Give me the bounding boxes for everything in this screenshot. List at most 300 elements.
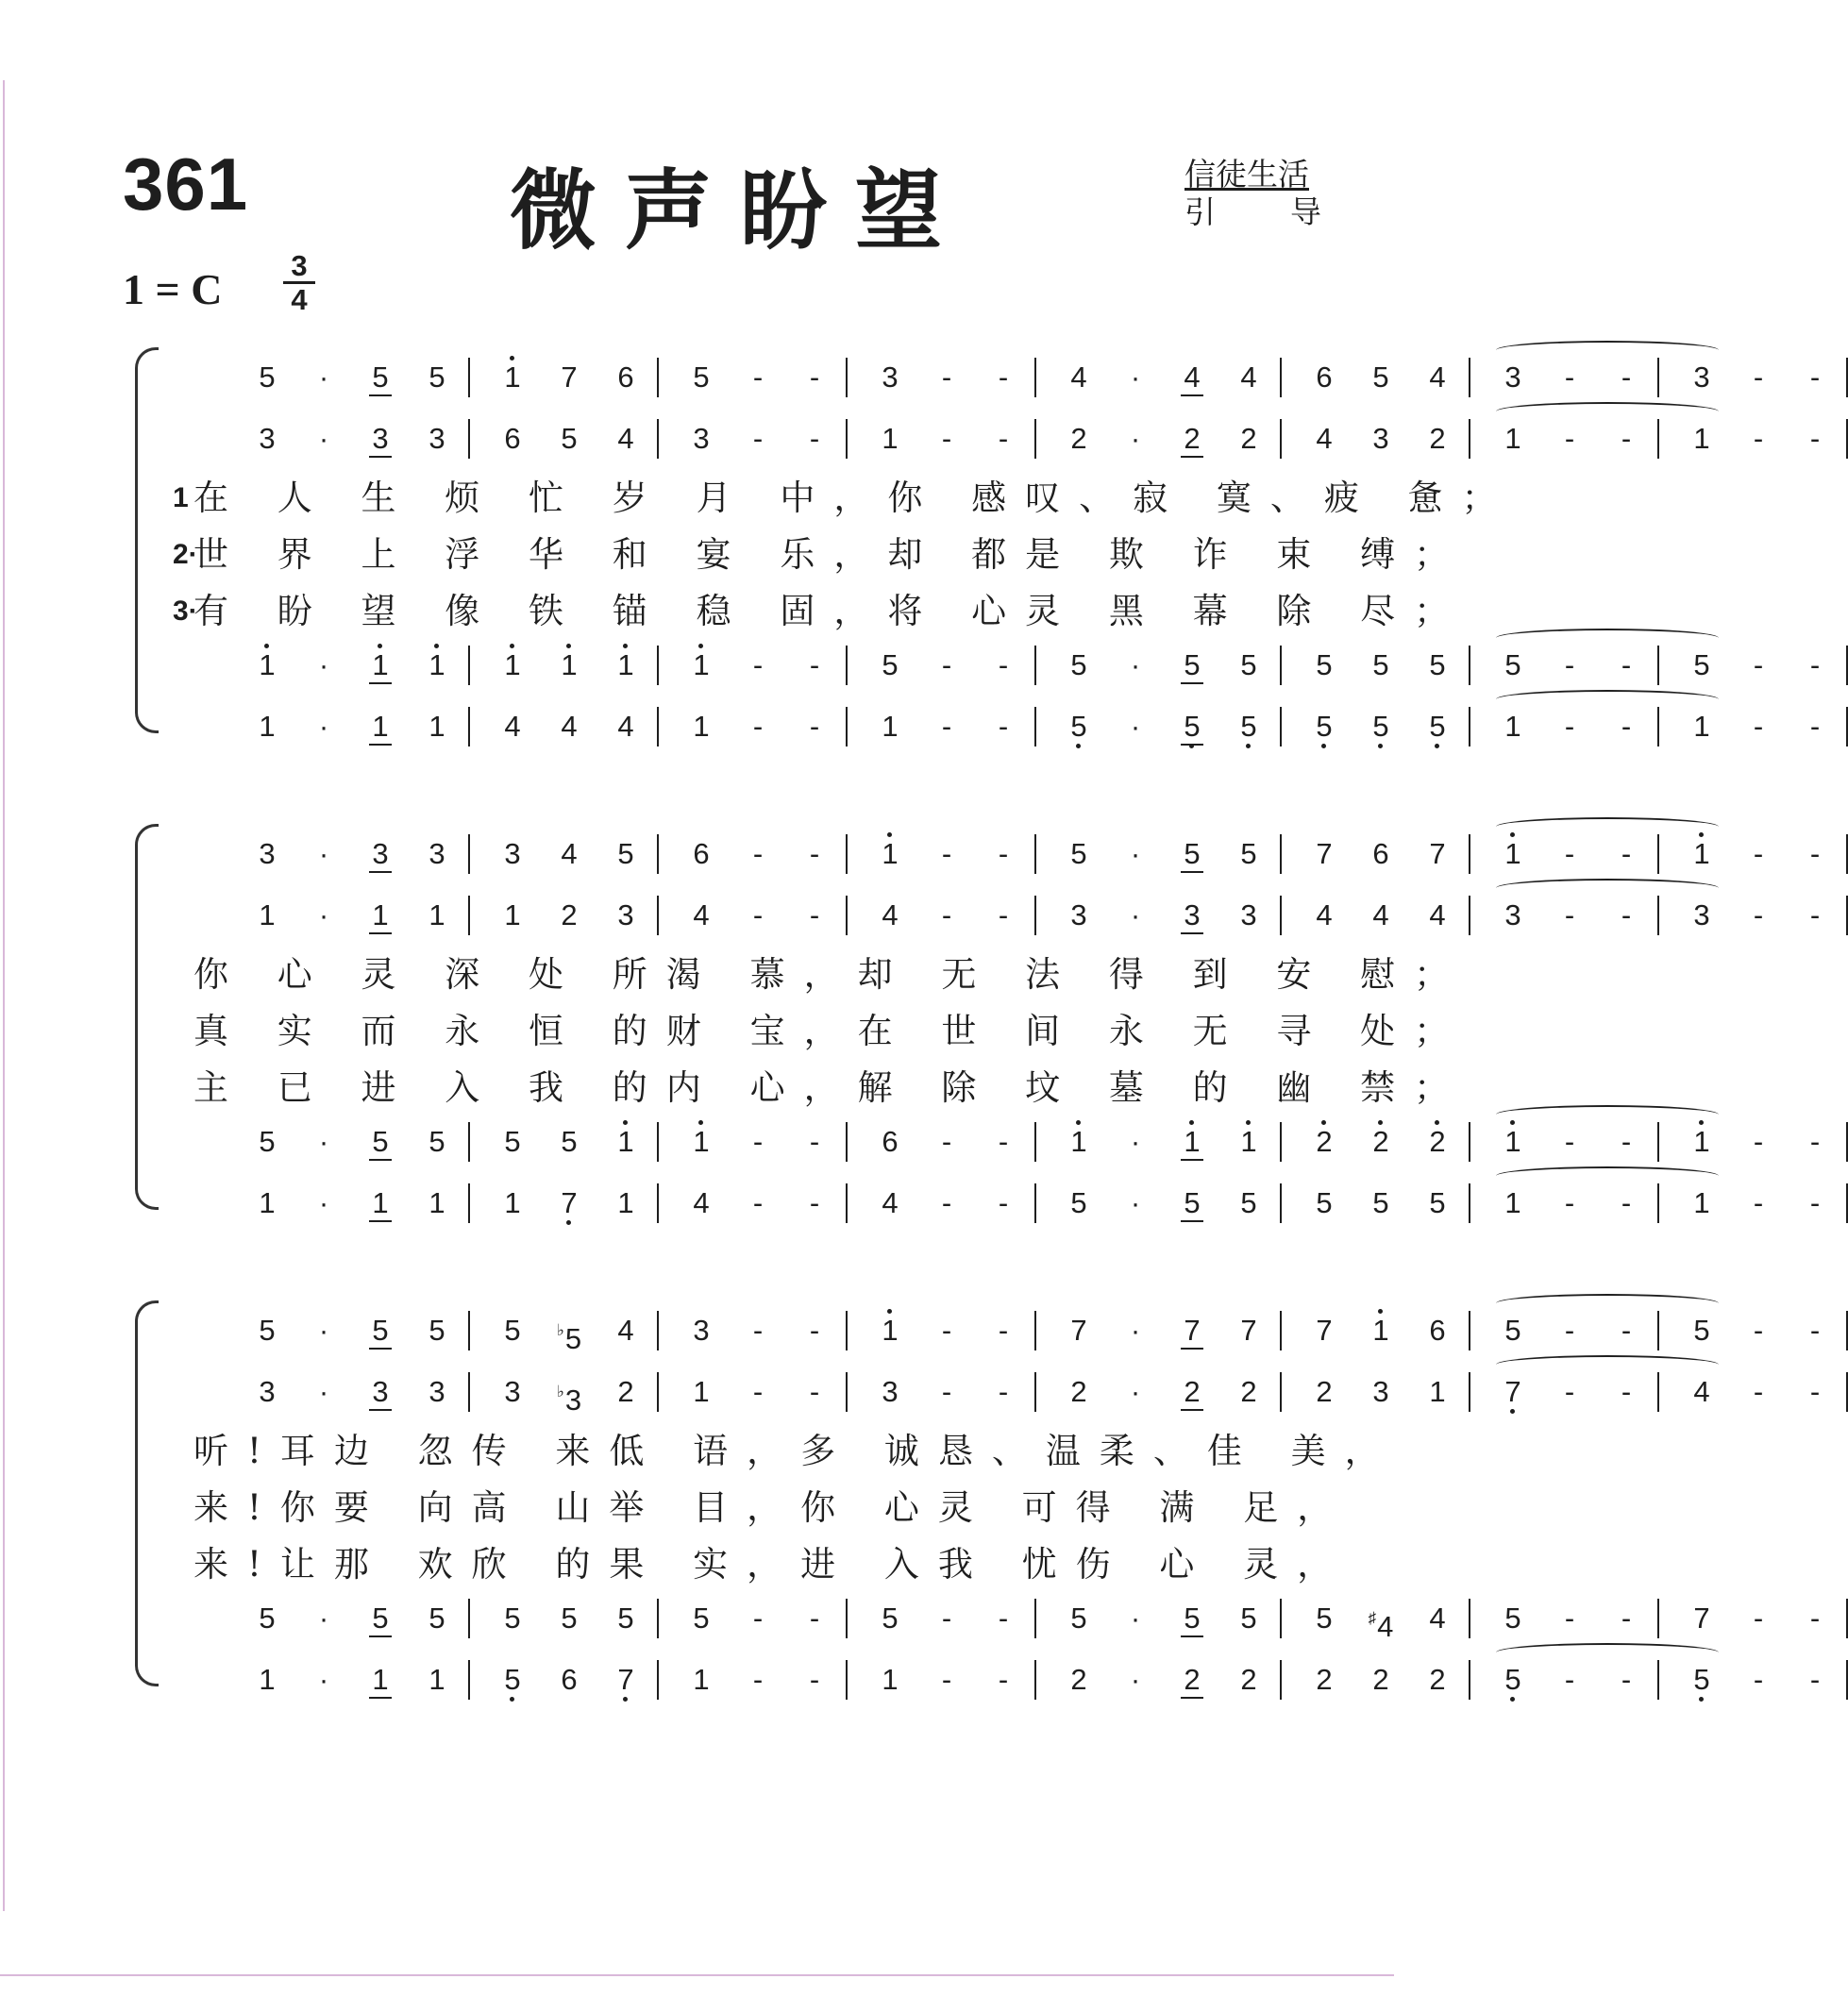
note-glyph: 5 bbox=[693, 361, 710, 394]
note-glyph: 5 bbox=[564, 1322, 582, 1355]
note bbox=[354, 642, 407, 689]
note-glyph: 2 bbox=[617, 1375, 634, 1408]
barline bbox=[1280, 707, 1282, 746]
staff-line bbox=[241, 354, 1821, 401]
note-glyph: 4 bbox=[617, 710, 634, 743]
time-signature-top: 3 bbox=[291, 249, 308, 282]
note-glyph: 5 bbox=[561, 1125, 578, 1158]
note-glyph: 1 bbox=[1693, 837, 1710, 870]
note-glyph: 3 bbox=[1693, 898, 1710, 931]
note bbox=[411, 415, 463, 462]
note-glyph: - bbox=[752, 361, 764, 394]
note bbox=[1052, 354, 1105, 401]
note-dash bbox=[788, 1595, 841, 1642]
staff-line bbox=[241, 1368, 1821, 1417]
note-glyph: · bbox=[1130, 1602, 1141, 1635]
note bbox=[1354, 642, 1407, 689]
note bbox=[1166, 354, 1218, 401]
note bbox=[1411, 1656, 1464, 1703]
note-dot bbox=[297, 830, 350, 878]
note-glyph: 1 bbox=[369, 1186, 391, 1222]
note-glyph: 1 bbox=[428, 898, 445, 931]
note-glyph: 6 bbox=[1316, 361, 1333, 394]
barline bbox=[1657, 707, 1659, 746]
barline bbox=[846, 1660, 848, 1700]
note-glyph: 1 bbox=[693, 648, 710, 681]
note bbox=[599, 1595, 652, 1642]
note-dash bbox=[920, 703, 973, 750]
note bbox=[1411, 1118, 1464, 1166]
note-glyph: 1 bbox=[1504, 710, 1521, 743]
note-glyph: - bbox=[752, 710, 764, 743]
note-glyph: - bbox=[998, 422, 1009, 455]
note bbox=[1222, 830, 1275, 878]
note-dash bbox=[1600, 1118, 1653, 1166]
note-glyph: 5 bbox=[693, 1602, 710, 1635]
note bbox=[354, 1180, 407, 1227]
barline bbox=[1034, 707, 1036, 746]
note-dash bbox=[1732, 354, 1785, 401]
note-glyph: 1 bbox=[882, 1314, 899, 1347]
note-dot bbox=[297, 1368, 350, 1416]
note-dash bbox=[1600, 642, 1653, 689]
note-glyph: 5 bbox=[1070, 1602, 1087, 1635]
note-glyph: 1 bbox=[1181, 1125, 1202, 1161]
note bbox=[411, 892, 463, 939]
note-glyph: · bbox=[1130, 648, 1141, 681]
note-glyph: 1 bbox=[504, 361, 521, 394]
note-glyph: 4 bbox=[882, 1186, 899, 1219]
note bbox=[1675, 415, 1728, 462]
note-glyph: 5 bbox=[504, 1314, 521, 1347]
note-glyph: 5 bbox=[561, 1602, 578, 1635]
note-dash bbox=[920, 1307, 973, 1354]
note-dash bbox=[920, 354, 973, 401]
note-dash bbox=[1732, 892, 1785, 939]
note bbox=[599, 415, 652, 462]
note bbox=[864, 703, 916, 750]
note bbox=[241, 1307, 294, 1354]
note-dash bbox=[1543, 642, 1596, 689]
note-glyph: - bbox=[941, 898, 952, 931]
note-glyph: 3 bbox=[564, 1384, 582, 1417]
note-glyph: 1 bbox=[693, 710, 710, 743]
note-glyph: - bbox=[809, 1186, 820, 1219]
lyric-line bbox=[173, 528, 1469, 581]
note-glyph: 6 bbox=[1372, 837, 1389, 870]
note-dash bbox=[1789, 354, 1841, 401]
note-dash bbox=[1600, 1180, 1653, 1227]
barline bbox=[468, 896, 470, 935]
barline bbox=[1469, 1311, 1470, 1350]
note-dash bbox=[788, 1656, 841, 1703]
note-dash bbox=[788, 703, 841, 750]
note-glyph: 1 bbox=[504, 648, 521, 681]
note-dash bbox=[977, 1368, 1030, 1416]
lyric-text: 主 已 进 入 我 的内 心，解 除 坟 墓 的 幽 禁； bbox=[193, 1067, 1469, 1108]
note-glyph: · bbox=[1130, 1375, 1141, 1408]
barline bbox=[468, 1372, 470, 1412]
note bbox=[1298, 415, 1351, 462]
note bbox=[675, 1307, 728, 1354]
note-glyph: · bbox=[1130, 1186, 1141, 1219]
lyric-text: 有 盼 望 像 铁 锚 稳 固，将 心灵 黑 幕 除 尽； bbox=[193, 591, 1469, 631]
barline bbox=[1469, 1599, 1470, 1638]
note-glyph: 5 bbox=[369, 1602, 391, 1637]
note-dot bbox=[1109, 703, 1162, 750]
note bbox=[486, 642, 539, 689]
note bbox=[1675, 354, 1728, 401]
note-glyph: · bbox=[1130, 1314, 1141, 1347]
note-dash bbox=[1732, 642, 1785, 689]
barline bbox=[1280, 1372, 1282, 1412]
note bbox=[599, 1118, 652, 1166]
note-glyph: 1 bbox=[1070, 1125, 1087, 1158]
note-dash bbox=[788, 830, 841, 878]
note-dash bbox=[1732, 1307, 1785, 1354]
note bbox=[864, 830, 916, 878]
barline bbox=[657, 1660, 659, 1700]
note-glyph: - bbox=[809, 898, 820, 931]
note-glyph: 4 bbox=[1316, 898, 1333, 931]
note-dot bbox=[1109, 1656, 1162, 1703]
note-glyph: - bbox=[998, 1663, 1009, 1696]
note-glyph: - bbox=[1621, 1375, 1632, 1408]
time-signature-bottom: 4 bbox=[291, 283, 308, 316]
note-glyph: · bbox=[318, 648, 329, 681]
barline bbox=[1280, 419, 1282, 459]
note-dash bbox=[731, 415, 784, 462]
note bbox=[1411, 642, 1464, 689]
system-brace bbox=[135, 845, 166, 1189]
note-glyph: 1 bbox=[882, 422, 899, 455]
note-dash bbox=[977, 415, 1030, 462]
note bbox=[1052, 703, 1105, 750]
note bbox=[1298, 354, 1351, 401]
note-dash bbox=[731, 1368, 784, 1416]
note-glyph: - bbox=[1621, 648, 1632, 681]
note-glyph: - bbox=[1564, 1663, 1575, 1696]
note bbox=[1411, 830, 1464, 878]
note-glyph: 2 bbox=[1181, 1663, 1202, 1699]
note bbox=[1298, 1118, 1351, 1166]
note-glyph: 2 bbox=[1240, 1663, 1257, 1696]
note bbox=[241, 1118, 294, 1166]
note-dot bbox=[1109, 1595, 1162, 1642]
note bbox=[1052, 892, 1105, 939]
note bbox=[1052, 1180, 1105, 1227]
note bbox=[1354, 415, 1407, 462]
note-dash bbox=[1789, 1368, 1841, 1416]
note-glyph: 1 bbox=[259, 1663, 276, 1696]
note-dash bbox=[977, 1307, 1030, 1354]
note bbox=[543, 1368, 596, 1416]
note bbox=[599, 1656, 652, 1703]
note bbox=[354, 354, 407, 401]
note-dash bbox=[977, 1656, 1030, 1703]
barline bbox=[846, 834, 848, 874]
note-dash bbox=[788, 1118, 841, 1166]
note bbox=[599, 830, 652, 878]
note bbox=[1487, 1368, 1539, 1416]
note-glyph: - bbox=[1564, 1125, 1575, 1158]
note-glyph: 3 bbox=[369, 837, 391, 873]
note bbox=[411, 1307, 463, 1354]
note-glyph: - bbox=[1621, 1186, 1632, 1219]
verse-number: 1 bbox=[173, 482, 189, 513]
note-glyph: 2 bbox=[1316, 1375, 1333, 1408]
barline bbox=[1034, 1183, 1036, 1223]
note-glyph: 4 bbox=[504, 710, 521, 743]
barline bbox=[657, 358, 659, 397]
note-glyph: 5 bbox=[561, 422, 578, 455]
note bbox=[354, 415, 407, 462]
note-glyph: 5 bbox=[1372, 710, 1389, 743]
lyric-line bbox=[173, 472, 1516, 525]
barline bbox=[1469, 646, 1470, 685]
note-dash bbox=[977, 703, 1030, 750]
note bbox=[543, 1118, 596, 1166]
note bbox=[1222, 1368, 1275, 1416]
barline bbox=[1280, 1122, 1282, 1162]
note-glyph: 5 bbox=[259, 1602, 276, 1635]
note bbox=[1354, 1595, 1407, 1642]
note bbox=[241, 703, 294, 750]
note bbox=[486, 1180, 539, 1227]
note bbox=[486, 415, 539, 462]
note bbox=[864, 1307, 916, 1354]
note bbox=[354, 1368, 407, 1416]
note-glyph: 3 bbox=[693, 1314, 710, 1347]
note bbox=[486, 1656, 539, 1703]
note bbox=[1222, 1118, 1275, 1166]
note-glyph: 5 bbox=[504, 1663, 521, 1696]
note bbox=[675, 1180, 728, 1227]
barline bbox=[846, 1311, 848, 1350]
note bbox=[675, 1595, 728, 1642]
note-dot bbox=[1109, 354, 1162, 401]
note-dash bbox=[1600, 1656, 1653, 1703]
note-glyph: · bbox=[1130, 422, 1141, 455]
note-glyph: 1 bbox=[882, 710, 899, 743]
tie-slur bbox=[1496, 629, 1719, 647]
key-signature: 1 = C bbox=[123, 265, 223, 313]
note bbox=[864, 415, 916, 462]
note bbox=[1298, 1656, 1351, 1703]
note bbox=[543, 1180, 596, 1227]
note-glyph: 1 bbox=[1429, 1375, 1446, 1408]
note-glyph: 1 bbox=[882, 837, 899, 870]
note-glyph: 5 bbox=[1429, 1186, 1446, 1219]
note-glyph: 4 bbox=[561, 837, 578, 870]
note bbox=[543, 415, 596, 462]
note-glyph: - bbox=[998, 361, 1009, 394]
barline bbox=[1034, 1660, 1036, 1700]
note-dash bbox=[1543, 1368, 1596, 1416]
note-glyph: 4 bbox=[693, 1186, 710, 1219]
barline bbox=[846, 707, 848, 746]
note-glyph: - bbox=[1753, 1602, 1764, 1635]
note bbox=[1298, 1368, 1351, 1416]
note-glyph: - bbox=[941, 710, 952, 743]
note-glyph: 3 bbox=[259, 1375, 276, 1408]
note-glyph: 6 bbox=[882, 1125, 899, 1158]
note bbox=[543, 354, 596, 401]
note-glyph: 4 bbox=[1429, 1602, 1446, 1635]
note-dash bbox=[1600, 415, 1653, 462]
barline bbox=[657, 1372, 659, 1412]
note-glyph: - bbox=[1809, 361, 1821, 394]
note-dash bbox=[977, 1118, 1030, 1166]
note-dash bbox=[1732, 1656, 1785, 1703]
barline bbox=[1657, 896, 1659, 935]
lyric-text: 听!耳边 忽传 来低 语，多 诚恳、温柔、佳 美， bbox=[193, 1431, 1399, 1471]
note-glyph: 5 bbox=[1070, 1186, 1087, 1219]
note-glyph: · bbox=[318, 1314, 329, 1347]
note bbox=[1487, 703, 1539, 750]
note-dash bbox=[977, 354, 1030, 401]
note-glyph: 3 bbox=[369, 1375, 391, 1411]
note bbox=[1166, 1368, 1218, 1416]
note bbox=[411, 830, 463, 878]
note bbox=[1166, 703, 1218, 750]
barline bbox=[1280, 1660, 1282, 1700]
note-dash bbox=[1543, 1656, 1596, 1703]
barline bbox=[1034, 358, 1036, 397]
note-glyph: - bbox=[1809, 710, 1821, 743]
note bbox=[1675, 830, 1728, 878]
note-glyph: · bbox=[318, 1186, 329, 1219]
barline bbox=[1034, 1372, 1036, 1412]
note-glyph: - bbox=[1809, 1663, 1821, 1696]
note bbox=[241, 1368, 294, 1416]
note-glyph: · bbox=[1130, 710, 1141, 743]
note-glyph: 7 bbox=[1316, 1314, 1333, 1347]
note-glyph: 3 bbox=[1372, 1375, 1389, 1408]
note bbox=[1298, 1307, 1351, 1354]
note bbox=[543, 892, 596, 939]
note-glyph: 4 bbox=[617, 1314, 634, 1347]
note-dash bbox=[731, 1307, 784, 1354]
note-glyph: 5 bbox=[1240, 1602, 1257, 1635]
note-dash bbox=[1789, 1595, 1841, 1642]
note-dash bbox=[1600, 830, 1653, 878]
note-glyph: · bbox=[318, 361, 329, 394]
page-bottom-rule bbox=[0, 1974, 1394, 1976]
note-glyph: 1 bbox=[561, 648, 578, 681]
note bbox=[411, 1180, 463, 1227]
note-glyph: · bbox=[318, 1125, 329, 1158]
note-glyph: · bbox=[318, 837, 329, 870]
note-glyph: 7 bbox=[1504, 1375, 1521, 1408]
barline bbox=[846, 419, 848, 459]
note-dash bbox=[731, 1180, 784, 1227]
barline bbox=[846, 358, 848, 397]
note-glyph: · bbox=[1130, 837, 1141, 870]
note-dash bbox=[920, 1180, 973, 1227]
note-dash bbox=[920, 1118, 973, 1166]
note-dash bbox=[977, 892, 1030, 939]
note-glyph: 2 bbox=[1316, 1125, 1333, 1158]
note bbox=[1487, 1118, 1539, 1166]
note bbox=[1222, 1180, 1275, 1227]
note-glyph: 7 bbox=[1181, 1314, 1202, 1350]
barline bbox=[468, 358, 470, 397]
note-glyph: 1 bbox=[617, 1125, 634, 1158]
note-glyph: 5 bbox=[504, 1602, 521, 1635]
note-glyph: - bbox=[809, 422, 820, 455]
note-glyph: - bbox=[809, 837, 820, 870]
hymn-number: 361 bbox=[123, 143, 249, 226]
barline bbox=[1280, 358, 1282, 397]
barline bbox=[1469, 1660, 1470, 1700]
note bbox=[486, 354, 539, 401]
note-dash bbox=[920, 1595, 973, 1642]
note-dot bbox=[297, 1595, 350, 1642]
note-glyph: 3 bbox=[1181, 898, 1202, 934]
note-glyph: - bbox=[752, 648, 764, 681]
note bbox=[864, 1180, 916, 1227]
barline bbox=[1657, 1183, 1659, 1223]
note bbox=[543, 1307, 596, 1354]
category-sub-1: 引 bbox=[1184, 193, 1216, 230]
note bbox=[864, 892, 916, 939]
note-dash bbox=[731, 1656, 784, 1703]
note bbox=[543, 703, 596, 750]
note-glyph: 5 bbox=[1181, 648, 1202, 684]
note-glyph: - bbox=[809, 1125, 820, 1158]
barline bbox=[468, 1122, 470, 1162]
note-glyph: - bbox=[752, 837, 764, 870]
note bbox=[675, 703, 728, 750]
note bbox=[543, 1656, 596, 1703]
note-dash bbox=[1543, 354, 1596, 401]
note-glyph: 3 bbox=[617, 898, 634, 931]
note bbox=[1675, 1595, 1728, 1642]
note bbox=[1052, 1307, 1105, 1354]
note-dash bbox=[1732, 830, 1785, 878]
note-glyph: 5 bbox=[1240, 710, 1257, 743]
note-dash bbox=[1543, 703, 1596, 750]
note bbox=[1675, 1307, 1728, 1354]
note-glyph: 7 bbox=[561, 1186, 578, 1219]
staff-line bbox=[241, 415, 1821, 462]
note-glyph: 5 bbox=[1316, 1186, 1333, 1219]
barline bbox=[657, 419, 659, 459]
note-dot bbox=[297, 703, 350, 750]
category-sub-2: 导 bbox=[1290, 193, 1321, 230]
note-dash bbox=[1543, 415, 1596, 462]
note-glyph: - bbox=[941, 1314, 952, 1347]
note-dot bbox=[1109, 830, 1162, 878]
note bbox=[1166, 415, 1218, 462]
note-glyph: 1 bbox=[693, 1125, 710, 1158]
note-dash bbox=[788, 1180, 841, 1227]
note-glyph: - bbox=[998, 898, 1009, 931]
note-glyph: - bbox=[1809, 1125, 1821, 1158]
note-glyph: 7 bbox=[1070, 1314, 1087, 1347]
note-glyph: 5 bbox=[1693, 648, 1710, 681]
note-glyph: · bbox=[318, 1375, 329, 1408]
accidental: ♯ bbox=[1368, 1609, 1377, 1627]
note-dash bbox=[1789, 703, 1841, 750]
note-glyph: 4 bbox=[1316, 422, 1333, 455]
note-glyph: 5 bbox=[1504, 648, 1521, 681]
note-glyph: 7 bbox=[1429, 837, 1446, 870]
note-dot bbox=[297, 642, 350, 689]
note bbox=[1166, 642, 1218, 689]
note bbox=[1298, 1180, 1351, 1227]
